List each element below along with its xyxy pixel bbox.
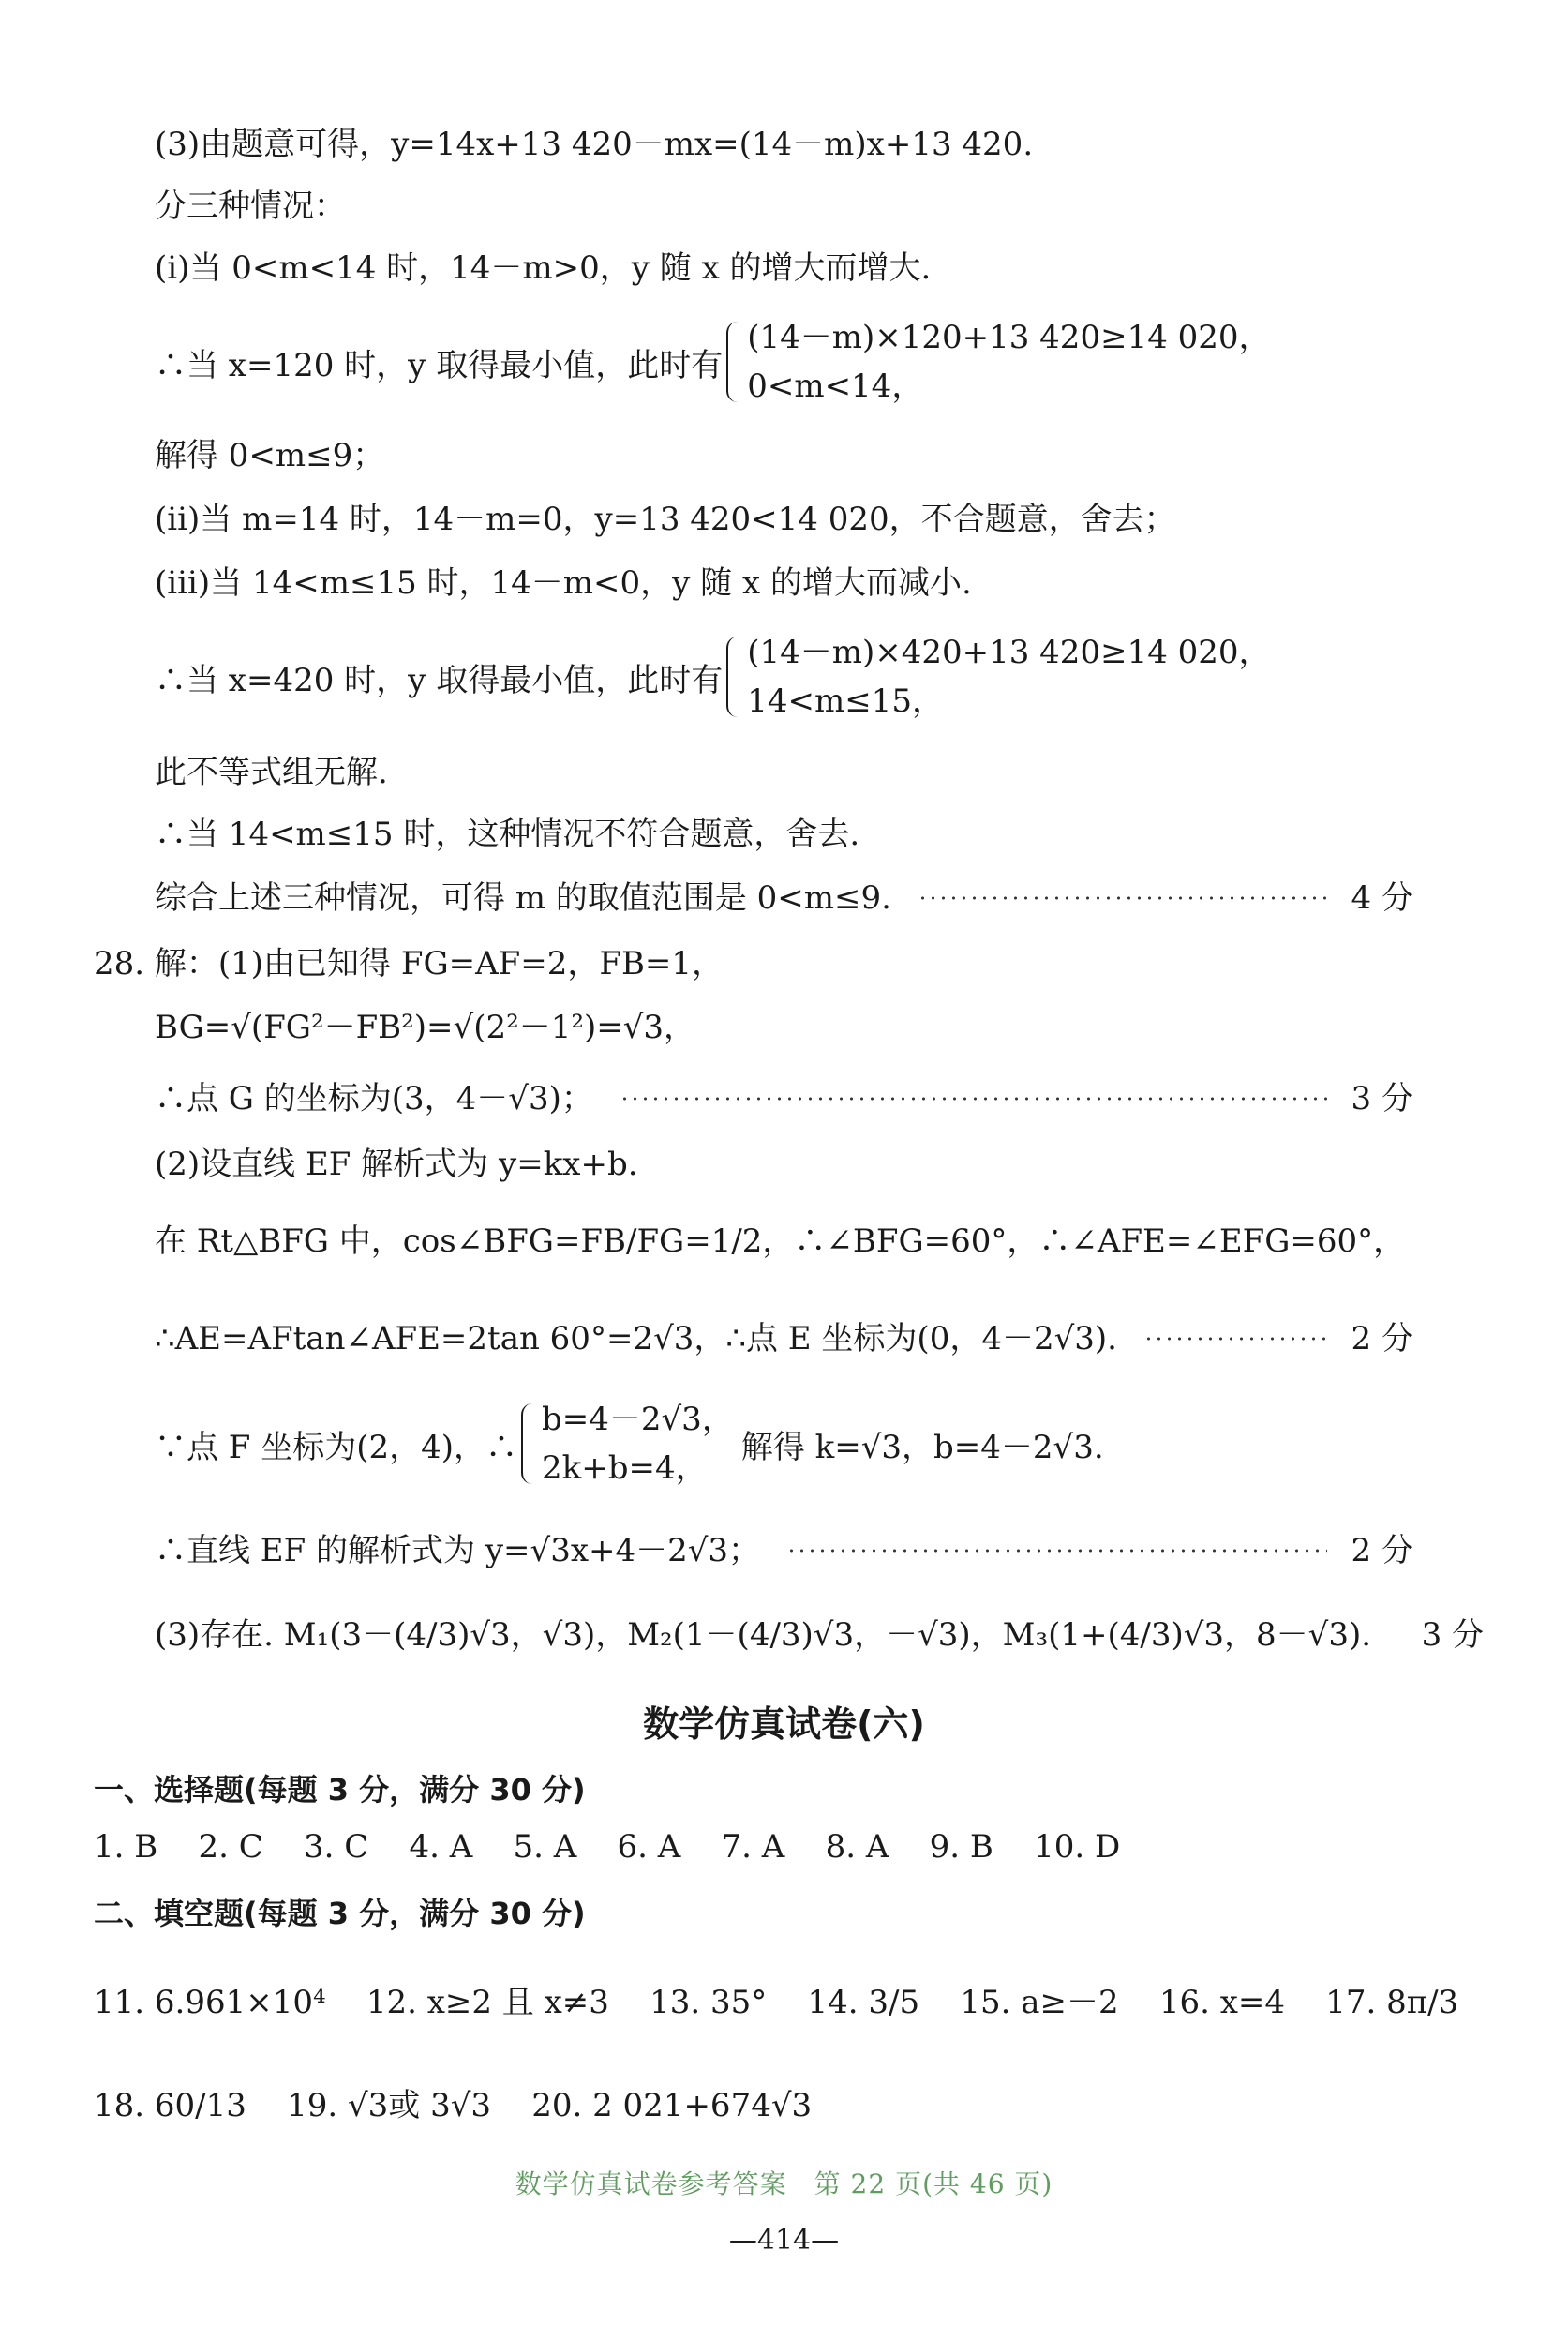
q28-line: 28. 解：(1)由已知得 FG=AF=2，FB=1， bbox=[94, 945, 724, 982]
text-line: 解得 0<m≤9； bbox=[155, 437, 385, 474]
q28-line: 在 Rt△BFG 中，cos∠BFG=FB/FG=1/2，∴∠BFG=60°，∴∠AFE=∠EFG=60°， bbox=[155, 1222, 1406, 1260]
dot-leader bbox=[1143, 1336, 1327, 1342]
brace-symbol bbox=[726, 322, 741, 402]
text-line: ∴当 14<m≤15 时，这种情况不符合题意，舍去. bbox=[155, 816, 860, 853]
section-heading-choice: 一、选择题(每题 3 分，满分 30 分) bbox=[94, 1772, 586, 1808]
text-line: (iii)当 14<m≤15 时，14－m<0，y 随 x 的增大而减小. bbox=[155, 564, 972, 602]
text-line: 分三种情况： bbox=[155, 188, 346, 225]
text-line: (3)由题意可得，y=14x+13 420－mx=(14－m)x+13 420. bbox=[155, 126, 1034, 163]
brace-rows: (14－m)×120+13 420≥14 020， 0<m<14， bbox=[747, 319, 1271, 405]
choice-answers: 1. B 2. C 3. C 4. A 5. A 6. A 7. A 8. A 9. B 10. D bbox=[94, 1828, 1121, 1866]
dot-leader bbox=[620, 1096, 1327, 1102]
fill-answers: 18. 60/13 19. √3或 3√3 20. 2 021+674√3 bbox=[94, 2087, 813, 2124]
text-line: (i)当 0<m<14 时，14－m>0，y 随 x 的增大而增大. bbox=[155, 249, 932, 287]
equation-system-q28: ∵点 F 坐标为(2，4)，∴ b=4－2√3， 2k+b=4， 解得 k=√3，b=4－2√3. bbox=[155, 1401, 1104, 1487]
q28-line: BG=√(FG²－FB²)=√(2²－1²)=√3， bbox=[155, 1009, 696, 1046]
score-label: 2 分 bbox=[1351, 1320, 1413, 1358]
inequality-system-case3: ∴当 x=420 时，y 取得最小值，此时有 (14－m)×420+13 420≥14 020， 14<m≤15， bbox=[155, 634, 1271, 720]
brace-rows: (14－m)×420+13 420≥14 020， 14<m≤15， bbox=[747, 634, 1271, 720]
brace-rows: b=4－2√3， 2k+b=4， bbox=[542, 1401, 734, 1487]
score-label: 2 分 bbox=[1351, 1532, 1413, 1569]
q28-line: (3)存在. M₁(3－(4/3)√3，√3)，M₂(1－(4/3)√3，－√3)，M₃(1+(4/3)√3，8－√3). 3 分 bbox=[155, 1612, 1413, 1658]
q28-line: ∴点 G 的坐标为(3，4－√3)； 3 分 bbox=[155, 1076, 1413, 1121]
score-label: 4 分 bbox=[1351, 879, 1413, 917]
text-line: (ii)当 m=14 时，14－m=0，y=13 420<14 020，不合题意，舍去； bbox=[155, 501, 1176, 538]
dot-leader bbox=[786, 1548, 1327, 1553]
brace-symbol bbox=[726, 637, 741, 717]
inequality-system-case1: ∴当 x=120 时，y 取得最小值，此时有 (14－m)×120+13 420≥14 020， 0<m<14， bbox=[155, 319, 1271, 405]
text-line: 此不等式组无解. bbox=[155, 754, 388, 791]
dot-leader bbox=[918, 895, 1327, 901]
score-label: 3 分 bbox=[1421, 1616, 1485, 1654]
fill-answers: 11. 6.961×10⁴ 12. x≥2 且 x≠3 13. 35° 14. 3/5 15. a≥－2 16. x=4 17. 8π/3 bbox=[94, 1984, 1459, 2021]
summary-line: 综合上述三种情况，可得 m 的取值范围是 0<m≤9. 4 分 bbox=[155, 876, 1413, 921]
page-number: —414— bbox=[728, 2224, 840, 2257]
exam-title: 数学仿真试卷(六) bbox=[643, 1703, 925, 1745]
brace-symbol bbox=[521, 1403, 536, 1484]
q28-line: ∴AE=AFtan∠AFE=2tan 60°=2√3，∴点 E 坐标为(0，4－2√3). 2 分 bbox=[155, 1316, 1413, 1361]
score-label: 3 分 bbox=[1351, 1080, 1413, 1118]
page-footer: 数学仿真试卷参考答案 第 22 页(共 46 页) bbox=[515, 2168, 1053, 2199]
q28-line: ∴直线 EF 的解析式为 y=√3x+4－2√3； 2 分 bbox=[155, 1528, 1413, 1573]
section-heading-fill: 二、填空题(每题 3 分，满分 30 分) bbox=[94, 1896, 586, 1931]
q28-line: (2)设直线 EF 解析式为 y=kx+b. bbox=[155, 1146, 638, 1183]
